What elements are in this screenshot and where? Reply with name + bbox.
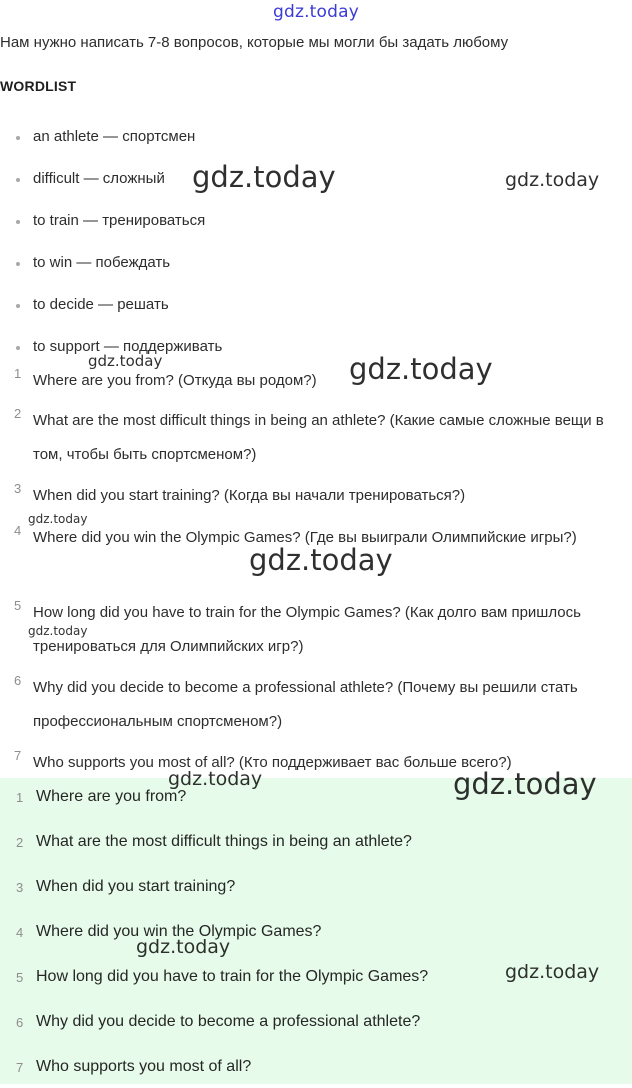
watermark: gdz.today [28, 512, 88, 526]
question-text: Who supports you most of all? (Кто поддерживает вас больше всего?) [33, 754, 512, 771]
word-item-text: to decide — решать [33, 296, 169, 313]
answer-number: 1 [16, 790, 24, 805]
word-item-text: an athlete — спортсмен [33, 128, 196, 145]
answer-text: When did you start training? [36, 878, 236, 895]
watermark: gdz.today [168, 768, 263, 790]
answer-item [0, 1003, 620, 1043]
answer-number: 2 [16, 835, 24, 850]
word-item [0, 244, 600, 284]
answer-text: Why did you decide to become a professional athlete? [36, 1013, 421, 1030]
word-item-text: to train — тренироваться [33, 212, 206, 229]
answer-text: Where are you from? [36, 788, 187, 805]
answer-block [0, 778, 632, 1084]
watermark: gdz.today [136, 936, 231, 958]
question-text: Where did you win the Olympic Games? (Где вы выиграли Олимпийские игры?) [33, 529, 577, 546]
question-number: 2 [14, 406, 22, 421]
answer-text: What are the most difficult things in being an athlete? [36, 833, 412, 850]
question-number: 3 [14, 481, 22, 496]
answer-number: 7 [16, 1060, 24, 1075]
question-text: When did you start training? (Когда вы начали тренироваться?) [33, 487, 466, 504]
intro-text: Нам нужно написать 7-8 вопросов, которые мы могли бы задать любому [0, 34, 509, 51]
site-logo[interactable]: gdz.today [272, 2, 360, 22]
answer-number: 6 [16, 1015, 24, 1030]
question-text: How long did you have to train for the Olympic Games? (Как долго вам пришлось тренироваться для Олимпийских игр?) [33, 604, 581, 655]
word-item-text: to win — побеждать [33, 254, 171, 271]
question-number: 4 [14, 523, 22, 538]
watermark: gdz.today [505, 961, 600, 983]
wordlist-heading: WORDLIST [0, 78, 77, 94]
answer-number: 3 [16, 880, 24, 895]
question-number: 1 [14, 366, 22, 381]
bullet-icon [16, 220, 20, 224]
bullet-icon [16, 262, 20, 266]
watermark: gdz.today [88, 352, 163, 370]
question-text: Where are you from? (Откуда вы родом?) [33, 372, 317, 389]
watermark: gdz.today [192, 160, 336, 194]
answer-item [0, 868, 620, 908]
word-item [0, 202, 600, 242]
question-number: 5 [14, 598, 22, 613]
word-item [0, 118, 600, 158]
answer-text: Who supports you most of all? [36, 1058, 252, 1075]
watermark: gdz.today [505, 169, 600, 191]
word-item-text: to support — поддерживать [33, 338, 223, 355]
bullet-icon [16, 136, 20, 140]
question-text: Why did you decide to become a professional athlete? (Почему вы решили стать профессиональным спортсменом?) [33, 679, 578, 730]
answer-item [0, 823, 620, 863]
watermark: gdz.today [349, 352, 493, 386]
answer-text: How long did you have to train for the Olympic Games? [36, 968, 429, 985]
word-item-text: difficult — сложный [33, 170, 165, 187]
bullet-icon [16, 346, 20, 350]
answer-item [0, 1048, 620, 1088]
answer-number: 4 [16, 925, 24, 940]
bullet-icon [16, 304, 20, 308]
answer-item [0, 913, 620, 953]
watermark: gdz.today [28, 624, 88, 638]
question-text: What are the most difficult things in being an athlete? (Какие самые сложные вещи в том, чтобы быть спортсменом?) [33, 412, 604, 463]
watermark: gdz.today [249, 543, 393, 577]
answer-number: 5 [16, 970, 24, 985]
question-number: 6 [14, 673, 22, 688]
bullet-icon [16, 178, 20, 182]
question-number: 7 [14, 748, 22, 763]
answer-text: Where did you win the Olympic Games? [36, 923, 322, 940]
word-item [0, 286, 600, 326]
watermark: gdz.today [453, 767, 597, 801]
